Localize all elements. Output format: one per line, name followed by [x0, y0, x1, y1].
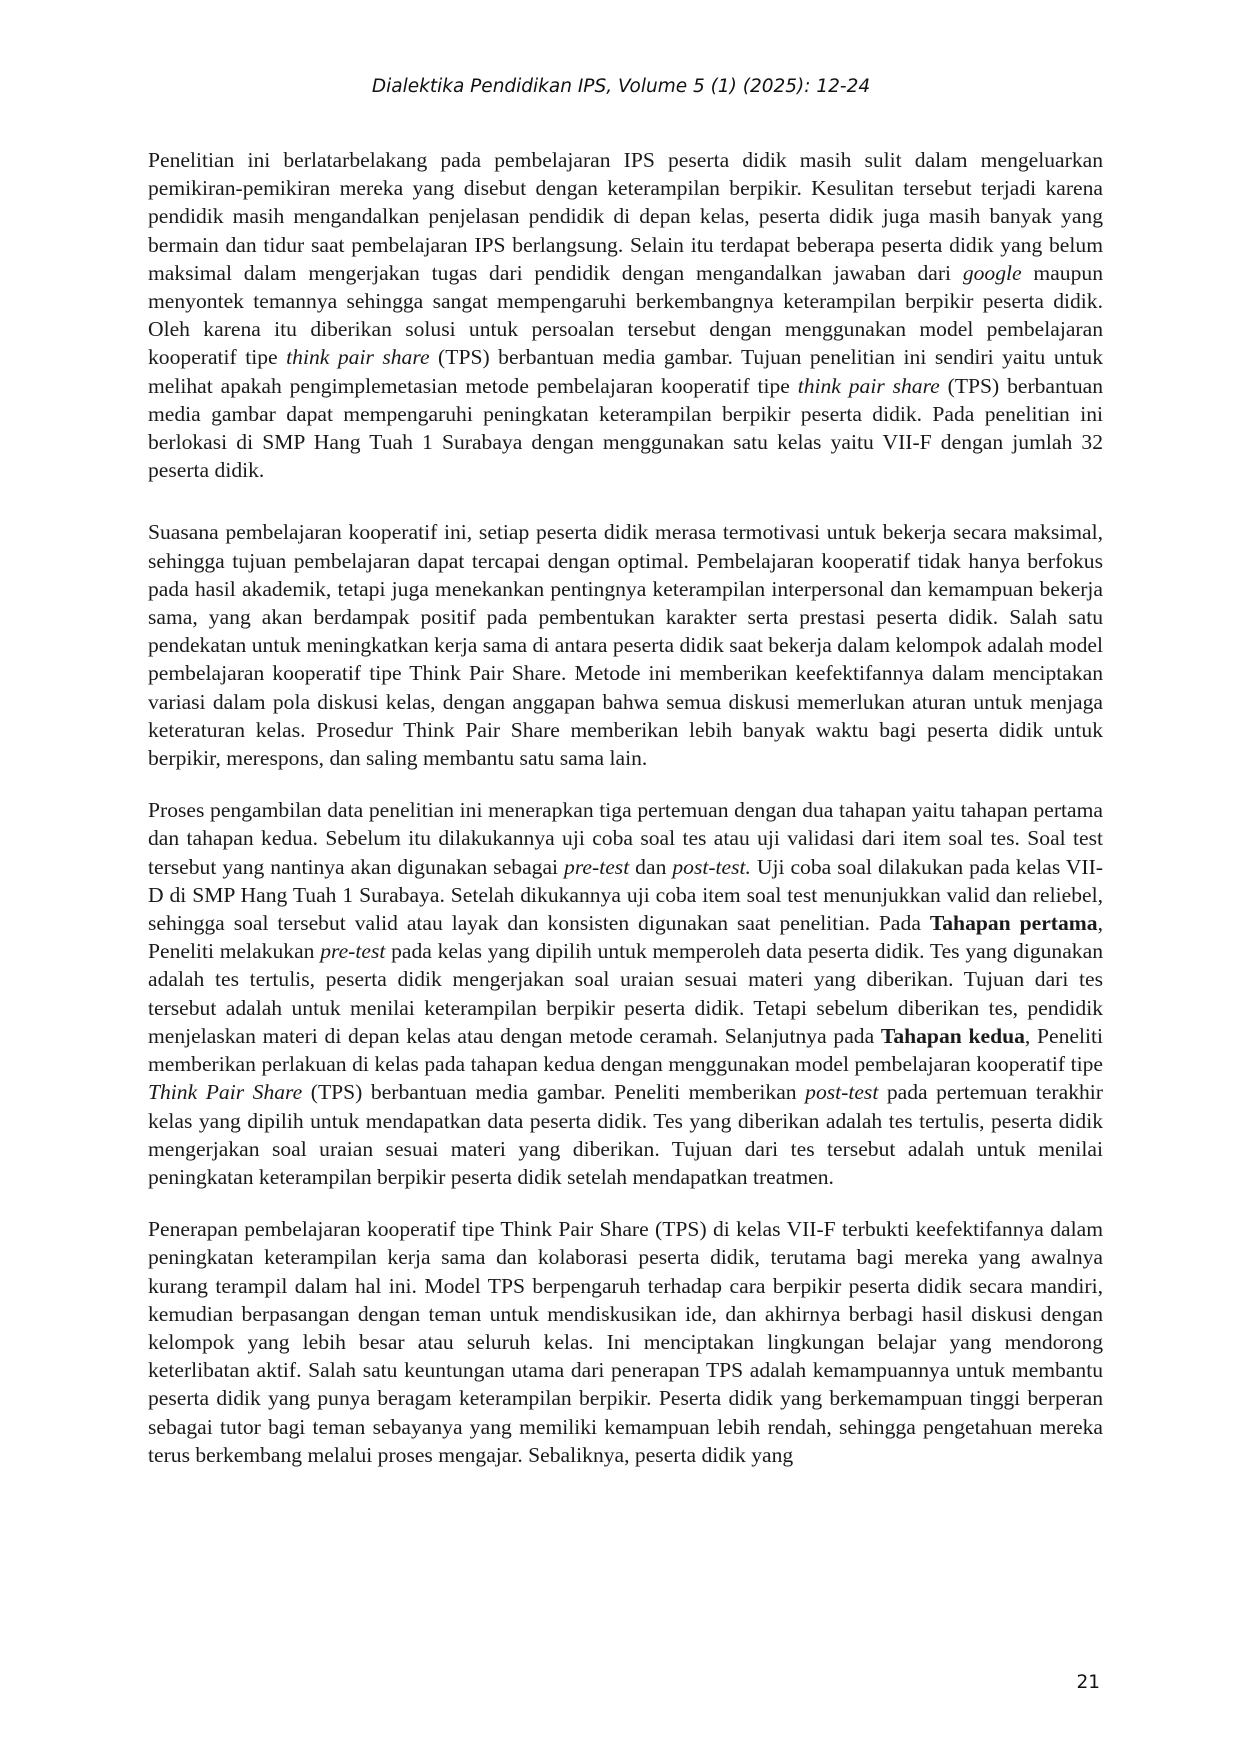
italic-term: Think Pair Share [148, 1080, 303, 1105]
paragraph-4 [148, 1215, 1103, 1469]
page-number: 21 [1076, 1672, 1100, 1693]
text-run: pada kelas yang dipilih untuk memperoleh data peserta didik. Tes yang digunakan adalah tes tertulis, peserta didik mengerjakan soal uraian sesuai materi yang diberikan. Tujuan dari tes tersebut adalah untuk menilai keterampilan berpikir peserta didik. Tetapi sebelum diberikan tes, pendidik menjelaskan materi di depan kelas atau dengan metode ceramah. Selanjutnya pada [148, 939, 1103, 1048]
text-run: (TPS) berbantuan media gambar dapat mempengaruhi peningkatan keterampilan berpikir peserta didik. Pada penelitian ini berlokasi di SMP Hang Tuah 1 Surabaya dengan menggunakan satu kelas yaitu VII-F dengan jumlah 32 peserta didik. [148, 373, 1103, 483]
italic-term: think pair share [286, 345, 430, 370]
italic-term: pre-test [564, 854, 630, 879]
text-run: maupun menyontek temannya sehingga sangat mempengaruhi berkembangnya keterampilan berpikir peserta didik. Oleh karena itu diberikan solusi untuk persoalan tersebut dengan menggunakan model pembelajaran kooperatif tipe [148, 260, 1103, 370]
italic-term: think pair share [797, 373, 940, 398]
text-run: Suasana pembelajaran kooperatif ini, setiap peserta didik merasa termotivasi untuk bekerja secara maksimal, sehingga tujuan pembelajaran dapat tercapai dengan optimal. Pembelajaran kooperatif tidak hanya berfokus pada hasil akademik, tetapi juga menekankan pentingnya keterampilan interpersonal dan kemampuan bekerja sama, yang akan berdampak positif pada pembentukan karakter serta prestasi peserta didik. Salah satu pendekatan untuk meningkatkan kerja sama di antara peserta didik saat bekerja dalam kelompok adalah model pembelajaran kooperatif tipe Think Pair Share. Metode ini memberikan keefektifannya dalam menciptakan variasi dalam pola diskusi kelas, dengan anggapan bahwa semua diskusi memerlukan aturan untuk menjaga keteraturan kelas. Prosedur Think Pair Share memberikan lebih banyak waktu bagi peserta didik untuk berpikir, merespons, dan saling membantu satu sama lain. [148, 520, 1103, 771]
running-header: Dialektika Pendidikan IPS, Volume 5 (1) (2025): 12-24 [371, 76, 871, 97]
italic-term: google [962, 260, 1022, 285]
text-run: , Peneliti memberikan perlakuan di kelas pada tahapan kedua dengan menggunakan model pembelajaran kooperatif tipe [148, 1023, 1103, 1077]
text-run: (TPS) berbantuan media gambar. Tujuan penelitian ini sendiri yaitu untuk melihat apakah pengimplemetasian metode pembelajaran kooperatif tipe [148, 345, 1104, 398]
text-run: pada pertemuan terakhir kelas yang dipilih untuk mendapatkan data peserta didik. Tes yang diberikan adalah tes tertulis, peserta didik mengerjakan soal uraian sesuai materi yang diberikan. Tujuan dari tes tersebut adalah untuk menilai peningkatan keterampilan berpikir peserta didik setelah mendapatkan treatmen. [148, 1080, 1103, 1189]
text-run: dan [629, 854, 673, 879]
text-run: (TPS) berbantuan media gambar. Peneliti memberikan [302, 1080, 806, 1105]
text-run: Penerapan pembelajaran kooperatif tipe Think Pair Share (TPS) di kelas VII-F terbukti keefektifannya dalam peningkatan keterampilan kerja sama dan kolaborasi peserta didik, terutama bagi mereka yang awalnya kurang terampil dalam hal ini. Model TPS berpengaruh terhadap cara berpikir peserta didik secara mandiri, kemudian berpasangan dengan teman untuk mendiskusikan ide, dan akhirnya berbagi hasil diskusi dengan kelompok yang lebih besar atau seluruh kelas. Ini menciptakan lingkungan belajar yang mendorong keterlibatan aktif. Salah satu keuntungan utama dari penerapan TPS adalah kemampuannya untuk membantu peserta didik yang punya beragam keterampilan berpikir. Peserta didik yang berkemampuan tinggi berperan sebagai tutor bagi teman sebayanya yang memiliki kemampuan lebih rendah, sehingga pengetahuan mereka terus berkembang melalui proses mengajar. Sebaliknya, peserta didik yang [148, 1217, 1103, 1467]
body-text [148, 146, 1103, 1493]
text-run: Proses pengambilan data penelitian ini menerapkan tiga pertemuan dengan dua tahapan yaitu tahapan pertama dan tahapan kedua. Sebelum itu dilakukannya uji coba soal tes atau uji validasi dari item soal tes. Soal test tersebut yang nantinya akan digunakan sebagai [148, 798, 1103, 879]
italic-term: post-test [805, 1080, 879, 1105]
bold-term: Tahapan pertama [929, 911, 1098, 936]
text-run: Penelitian ini berlatarbelakang pada pembelajaran IPS peserta didik masih sulit dalam mengeluarkan pemikiran-pemikiran mereka yang disebut dengan keterampilan berpikir. Kesulitan tersebut terjadi karena pendidik masih mengandalkan penjelasan pendidik di depan kelas, peserta didik juga masih banyak yang bermain dan tidur saat pembelajaran IPS berlangsung. Selain itu terdapat beberapa peserta didik yang belum maksimal dalam mengerjakan tugas dari pendidik dengan mengandalkan jawaban dari [148, 148, 1103, 285]
paragraph-2 [148, 518, 1103, 772]
paragraph-1 [148, 146, 1103, 484]
paragraph-3 [148, 796, 1103, 1191]
italic-term: pre-test [320, 939, 386, 964]
text-run: Uji coba soal dilakukan pada kelas VII-D di SMP Hang Tuah 1 Surabaya. Setelah dikukannya uji coba item soal test menunjukkan valid dan reliebel, sehingga soal tersebut valid atau layak dan konsisten digunakan saat penelitian. Pada [148, 854, 1103, 936]
text-run: , Peneliti melakukan [148, 911, 1103, 964]
italic-term: post-test. [672, 854, 751, 879]
bold-term: Tahapan kedua [880, 1023, 1025, 1048]
